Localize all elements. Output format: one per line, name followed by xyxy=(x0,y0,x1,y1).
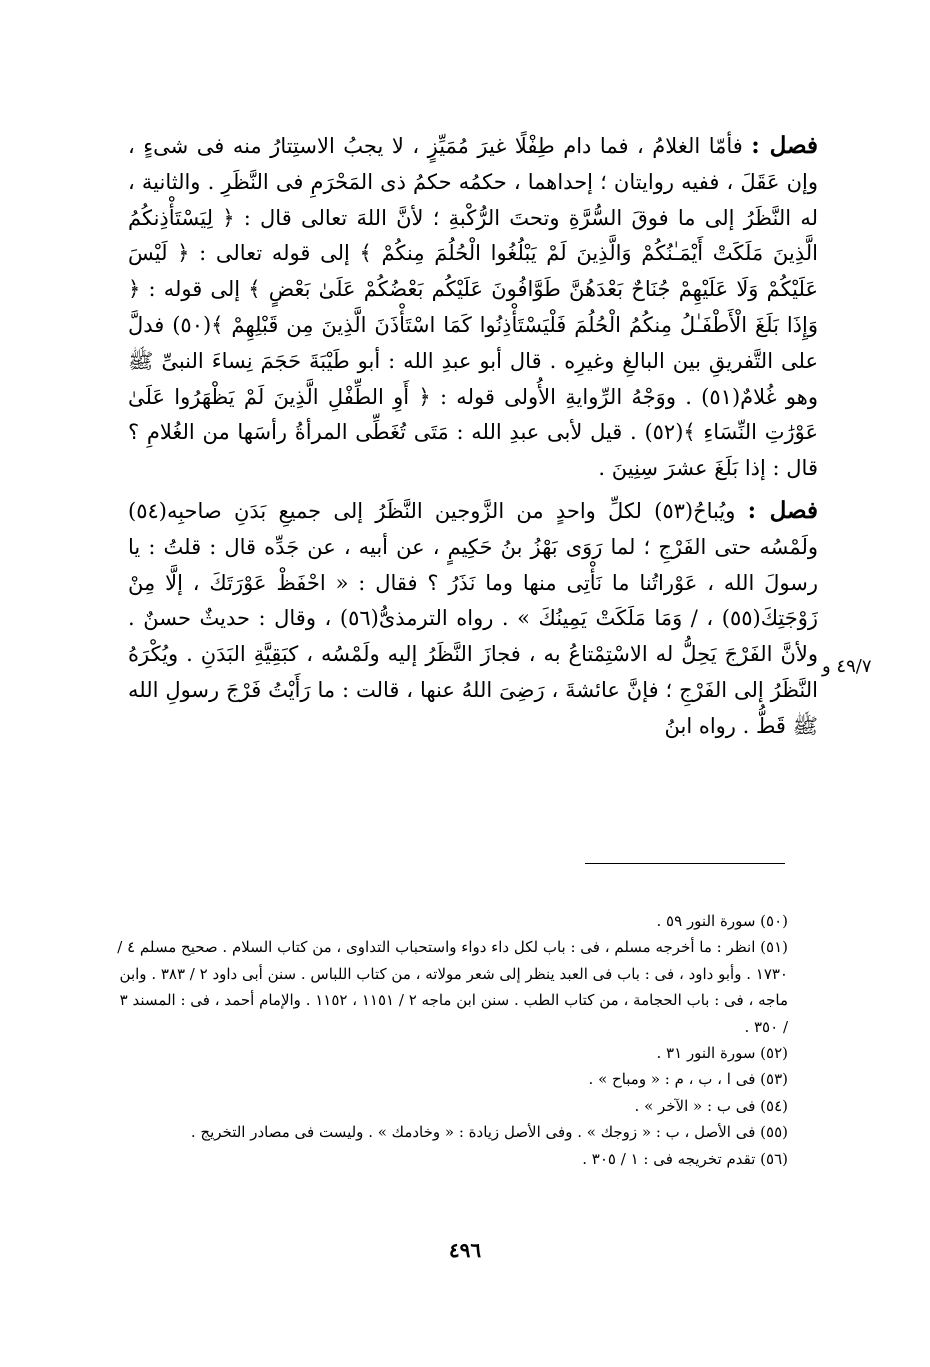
footnote-56: (٥٦) تقدم تخريجه فى : ١ / ٣٠٥ . xyxy=(582,1149,788,1168)
footnote-54: (٥٤) فى ب : « الآخر » . xyxy=(634,1096,788,1115)
footnote-50: (٥٠) سورة النور ٥٩ . xyxy=(656,912,788,930)
footnote-52: (٥٢) سورة النور ٣١ . xyxy=(656,1044,788,1063)
main-text-block xyxy=(128,128,818,745)
page-number: ٤٩٦ xyxy=(448,1238,482,1262)
manuscript-folio-marker: ٤٩/٧ و xyxy=(822,656,872,677)
footnote-55: (٥٥) فى الأصل ، ب : « زوجك » . وفى الأصل زيادة : « وخادمك » . وليست فى مصادر التخريج . xyxy=(190,1123,788,1142)
paragraph-text: فأمّا الغلامُ ، فما دام طِفْلًا غيرَ مُمَيِّزٍ ، لا يجبُ الاستِتارُ منه فى شىءٍ ، وإن عَقَلَ ، ففيه روايتان ؛ إحداهما ، حكمُه حكمُ ذى المَحْرَمِ فى النَّظَرِ . والثانية ، له النَّظَرُ إلى ما فوقَ السُّرَّةِ وتحتَ الرُّكْبةِ ؛ لأنَّ اللهَ تعالى قال : ﴿ لِيَسْتَأْذِنكُمُ الَّذِينَ مَلَكَتْ أَيْمَـٰنُكُمْ وَالَّذِينَ لَمْ يَبْلُغُوا الْحُلُمَ مِنكُمْ ﴾ إلى قوله تعالى : ﴿ لَيْسَ عَلَيْكُمْ وَلَا عَلَيْهِمْ جُنَاحٌ بَعْدَهُنَّ طَوَّافُونَ عَلَيْكُم بَعْضُكُمْ عَلَىٰ بَعْضٍ ﴾ إلى قوله : ﴿ وَإِذَا بَلَغَ الْأَطْفَـٰلُ مِنكُمُ الْحُلُمَ فَلْيَسْتَأْذِنُوا كَمَا اسْتَأْذَنَ الَّذِينَ مِن قَبْلِهِمْ ﴾(٥٠) فدلَّ على التَّفريقِ بين البالغِ وغيرِه . قال أبو عبدِ الله : أبو طَيْبَةَ حَجَمَ نِساءَ النبىِّ ﷺ وهو غُلامٌ(٥١) . ووَجْهُ الرِّوايةِ الأُولى قوله : ﴿ أَوِ الطِّفْلِ الَّذِينَ لَمْ يَظْهَرُوا عَلَىٰ عَوْرَٰتِ النِّسَاءِ ﴾(٥٢) . قيل لأبى عبدِ الله : مَتَى تُغَطِّى المرأةُ رأسَها من الغُلامِ ؟ قال : إذا بَلَغَ عشرَ سِنِينَ . xyxy=(128,134,819,481)
paragraph-fasl-ghulam xyxy=(128,128,818,487)
paragraph-fasl-zawjayn xyxy=(128,493,818,745)
section-heading: فصل : xyxy=(747,496,818,524)
section-heading: فصل : xyxy=(751,132,818,159)
footnote-51: (٥١) انظر : ما أخرجه مسلم ، فى : باب لكل داء دواء واستحباب التداوى ، من كتاب السلام . صحيح مسلم ٤ / ١٧٣٠ . وأبو داود ، فى : باب فى العبد ينظر إلى شعر مولاته ، من كتاب اللباس . سنن أبى داود ٢ / ٣٨٣ . وابن ماجه ، فى : باب الحجامة ، من كتاب الطب . سنن ابن ماجه ٢ / ١١٥١ ، ١١٥٢ . والإمام أحمد ، فى : المسند ٣ / ٣٥٠ . xyxy=(117,938,788,1036)
paragraph-text: ويُباحُ(٥٣) لكلِّ واحدٍ من الزَّوجين النَّظَرُ إلى جميعِ بَدَنِ صاحبِه(٥٤) ولَمْسُه حتى الفَرْجِ ؛ لما رَوَى بَهْزُ بنُ حَكِيمٍ ، عن أبيه ، عن جَدِّه قال : قلتُ : يا رسولَ الله ، عَوْراتُنا ما نَأْتِى منها وما نَذَرُ ؟ فقال : « احْفَظْ عَوْرَتَكَ ، إلَّا مِنْ زَوْجَتِكَ(٥٥) ، / وَمَا مَلَكَتْ يَمِينُكَ » . رواه الترمذىُّ(٥٦) ، وقال : حديثٌ حسنٌ . ولأنَّ الفَرْجَ يَحِلُّ له الاسْتِمْتاعُ به ، فجازَ النَّظَرُ إليه ولَمْسُه ، كبَقِيَّةِ البَدَنِ . ويُكْرَهُ النَّظَرُ إلى الفَرْجِ ؛ فإنَّ عائشةَ ، رَضِىَ اللهُ عنها ، قالت : ما رَأَيْتُ فَرْجَ رسولِ الله ﷺ قَطُّ . رواه ابنُ xyxy=(128,498,818,738)
footnotes xyxy=(116,908,788,1172)
footnote-separator xyxy=(585,863,785,864)
footnote-53: (٥٣) فى ا ، ب ، م : « ومباح » . xyxy=(588,1070,788,1089)
